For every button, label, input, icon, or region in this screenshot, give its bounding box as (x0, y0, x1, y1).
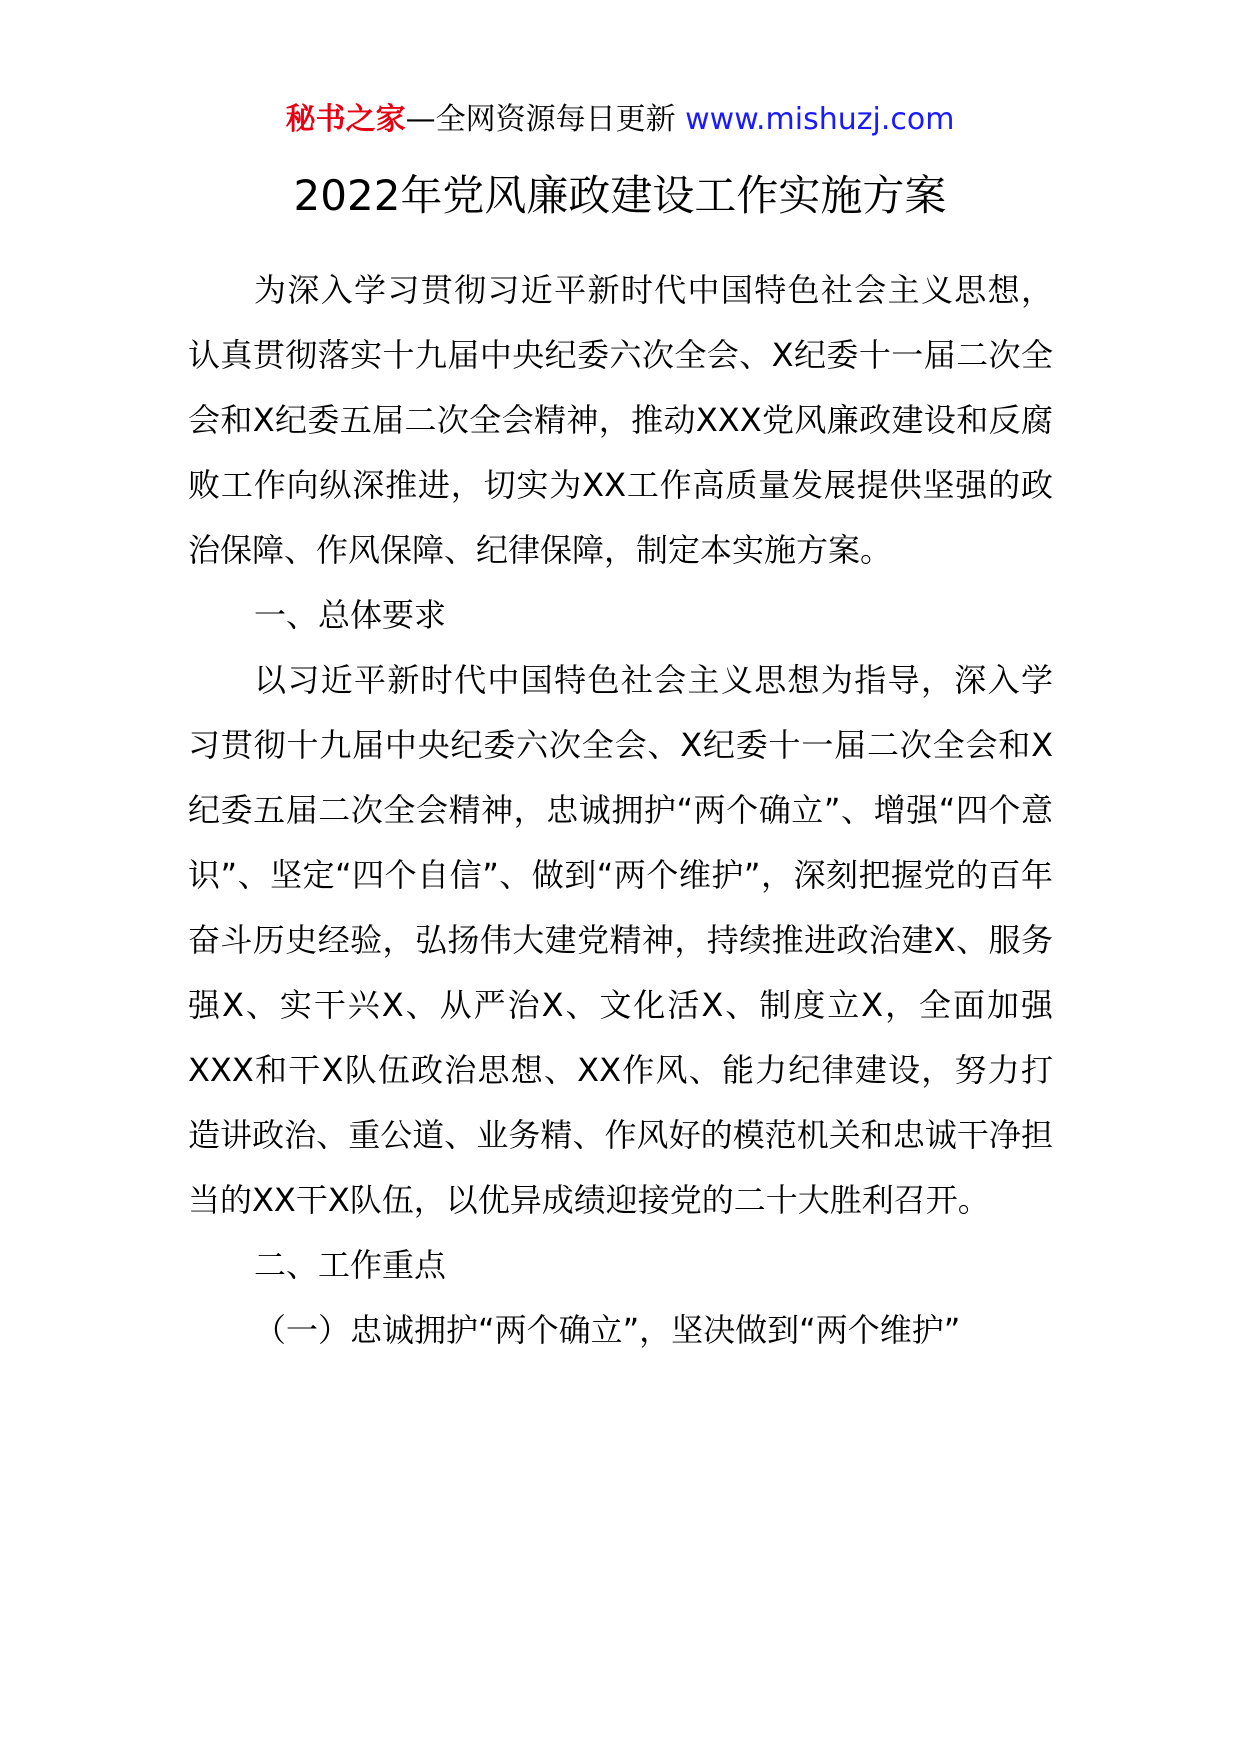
watermark-url[interactable]: www.mishuzj.com (685, 102, 955, 137)
watermark-slogan: —全网资源每日更新 (405, 102, 686, 137)
subsection-heading-loyalty: （一）忠诚拥护“两个确立”，坚决做到“两个维护” (254, 1311, 961, 1349)
intro-paragraph: 为深入学习贯彻习近平新时代中国特色社会主义思想，认真贯彻落实十九届中央纪委六次全会、X纪委十一届二次全会和X纪委五届二次全会精神，推动XXX党风廉政建设和反腐败工作向纵深推进，切实为XX工作高质量发展提供坚强的政治保障、作风保障、纪律保障，制定本实施方案。 (188, 271, 1053, 569)
site-watermark (0, 100, 1240, 140)
section-heading-work-focus: 二、工作重点 (254, 1246, 447, 1284)
document-title: 2022年党风廉政建设工作实施方案 (293, 171, 947, 220)
watermark-brand: 秘书之家 (285, 102, 406, 137)
section-heading-general-requirements: 一、总体要求 (254, 596, 447, 634)
section-paragraph-general-requirements: 以习近平新时代中国特色社会主义思想为指导，深入学习贯彻十九届中央纪委六次全会、X纪委十一届二次全会和X纪委五届二次全会精神，忠诚拥护“两个确立”、增强“四个意识”、坚定“四个自信”、做到“两个维护”，深刻把握党的百年奋斗历史经验，弘扬伟大建党精神，持续推进政治建X、服务强X、实干兴X、从严治X、文化活X、制度立X，全面加强XXX和干X队伍政治思想、XX作风、能力纪律建设，努力打造讲政治、重公道、业务精、作风好的模范机关和忠诚干净担当的XX干X队伍，以优异成绩迎接党的二十大胜利召开。 (188, 661, 1053, 1219)
document-body (188, 258, 1053, 1363)
